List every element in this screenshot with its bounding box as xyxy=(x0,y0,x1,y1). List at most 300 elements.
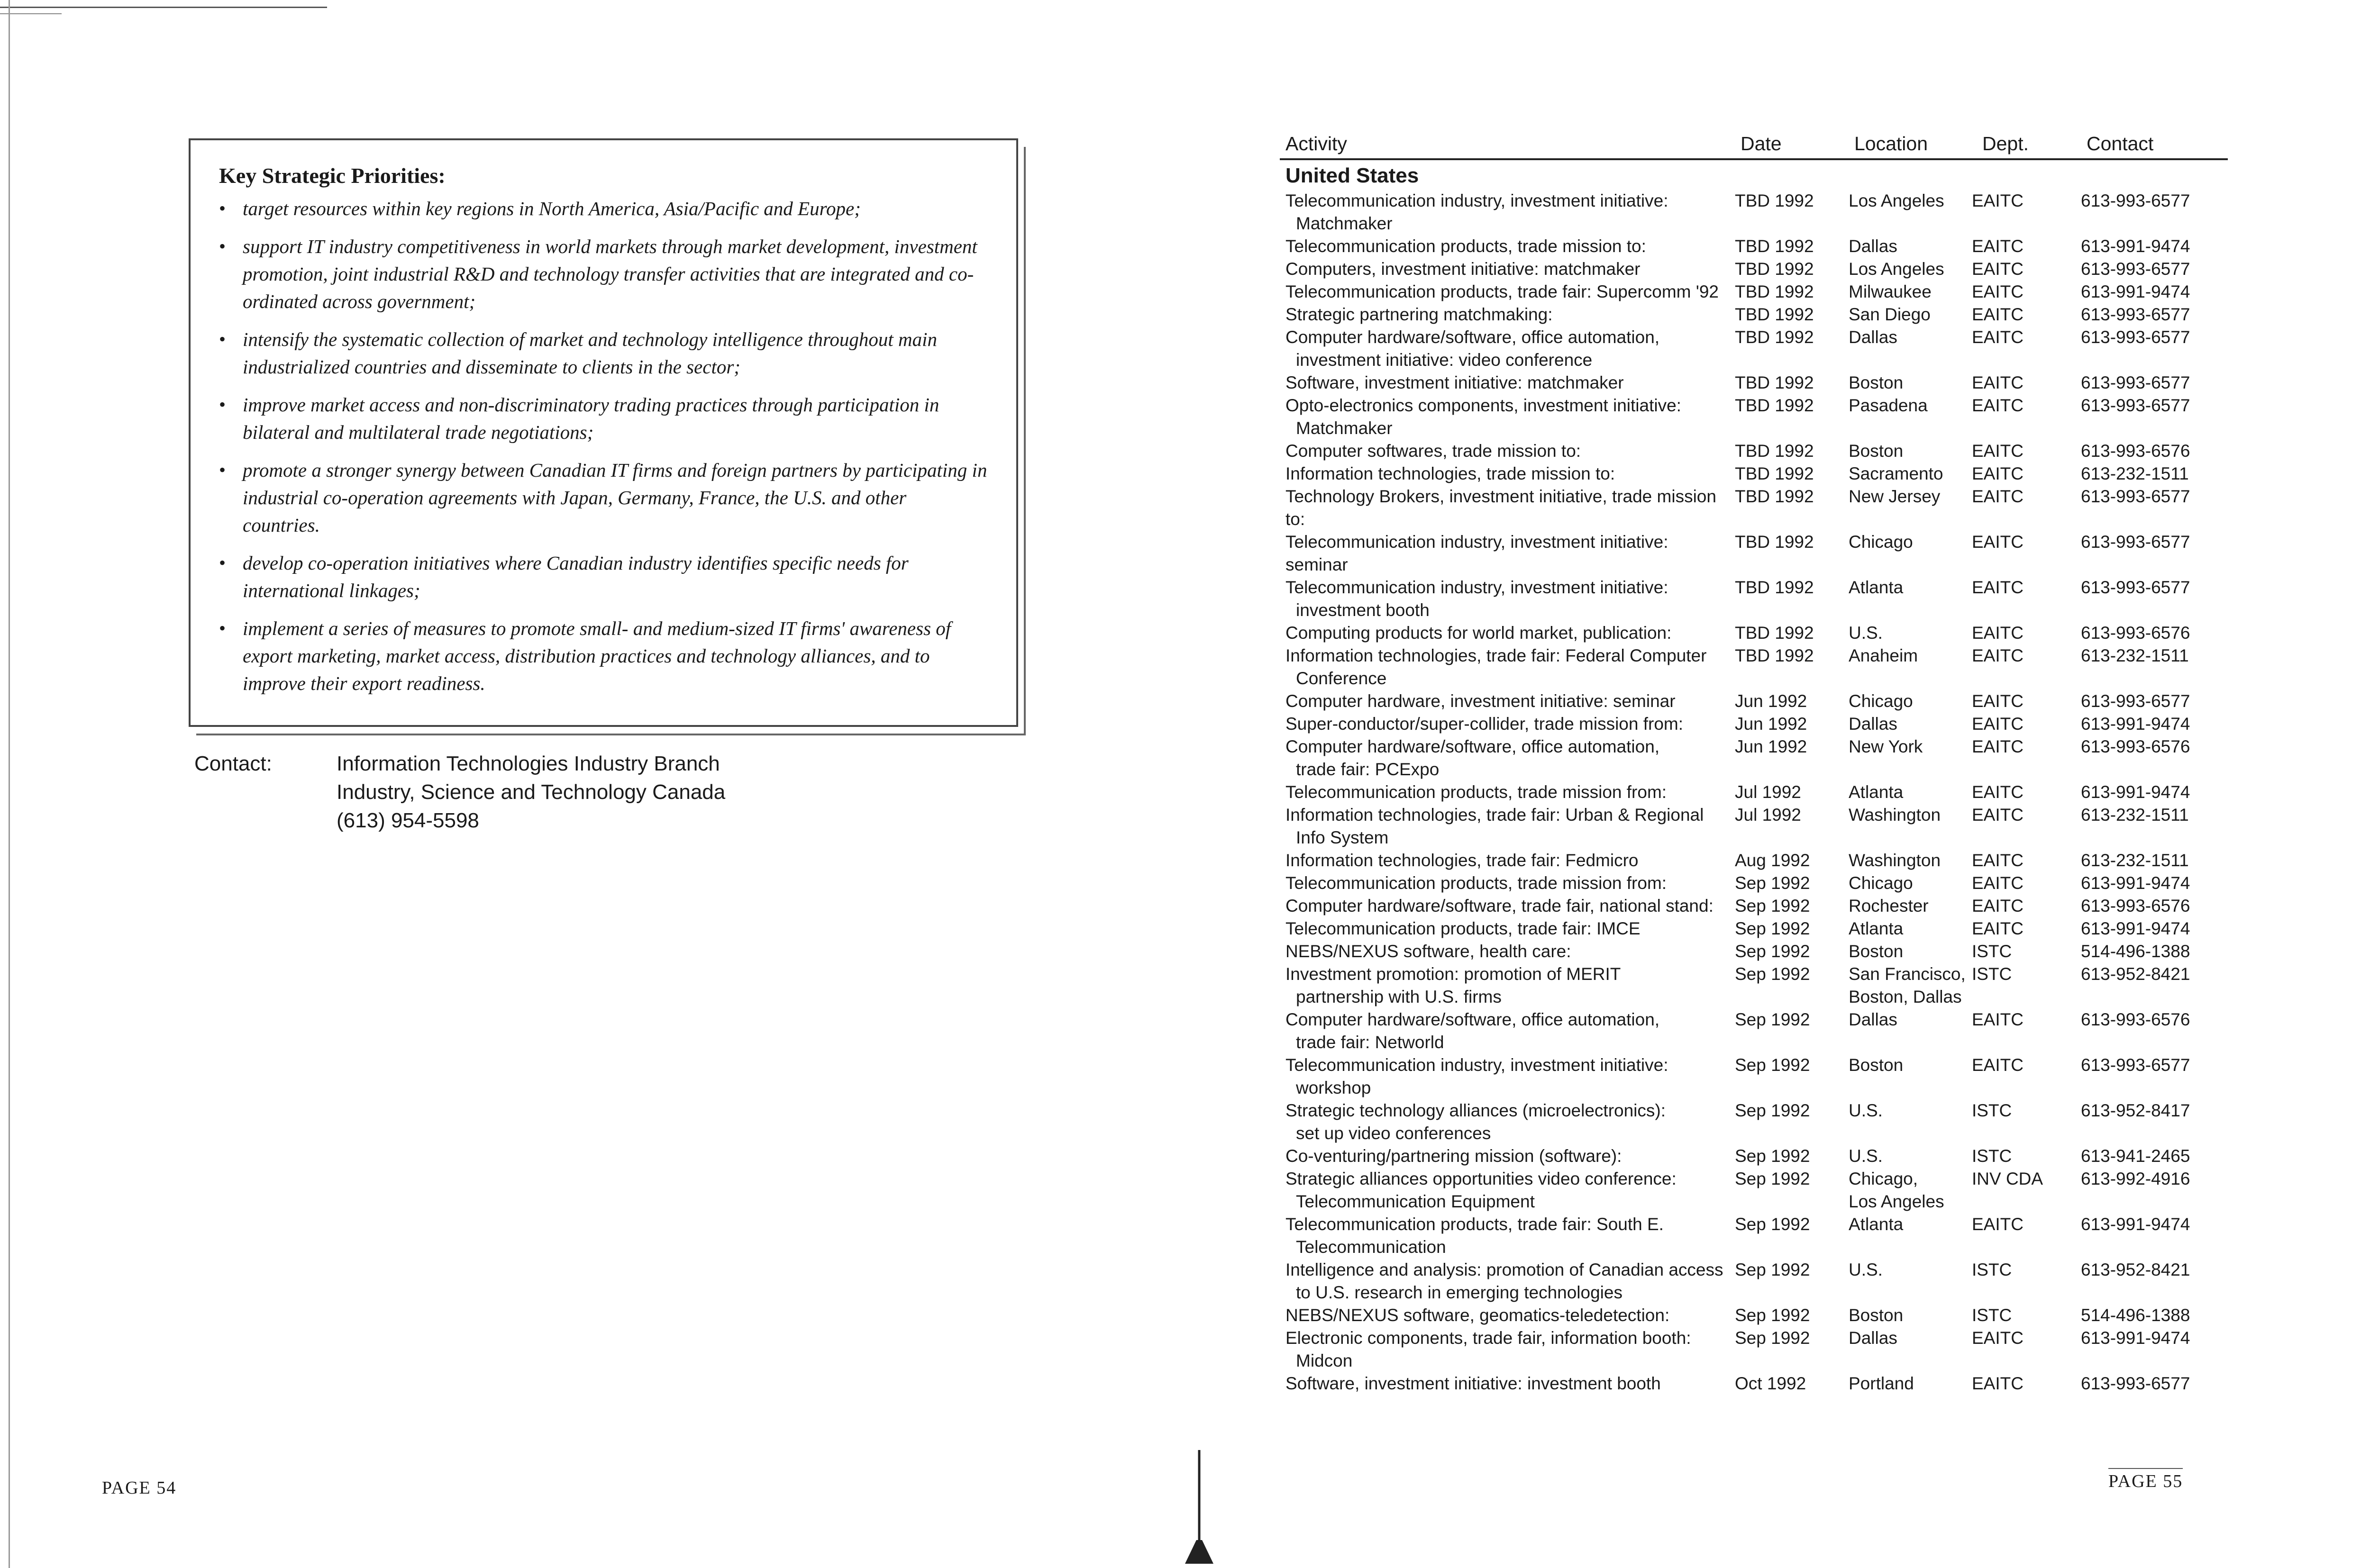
cell-dept: EAITC xyxy=(1972,236,2024,256)
cell-date: TBD 1992 xyxy=(1735,396,1814,415)
location-line: Atlanta xyxy=(1849,1215,1904,1234)
table-row xyxy=(1280,1008,2228,1054)
activity-line: Telecommunication products, trade mission from: xyxy=(1285,782,1667,802)
activity-line: Telecommunication Equipment xyxy=(1296,1192,1535,1211)
cell-dept: EAITC xyxy=(1972,305,2024,324)
cell-contact: 613-993-6577 xyxy=(2081,1374,2190,1393)
priority-item xyxy=(219,549,988,604)
location-line: Boston xyxy=(1849,441,1904,461)
cell-activity xyxy=(1280,690,1735,713)
cell-location xyxy=(1849,1168,1972,1213)
cell-contact: 613-993-6577 xyxy=(2081,259,2190,279)
header-date: Date xyxy=(1741,133,1782,154)
table-row xyxy=(1280,531,2228,576)
cell-date: TBD 1992 xyxy=(1735,578,1814,597)
cell-location xyxy=(1849,940,1972,963)
cell-location xyxy=(1849,713,1972,735)
location-line: New Jersey xyxy=(1849,487,1941,506)
cell-dept: EAITC xyxy=(1972,646,2024,665)
activity-line: Technology Brokers, investment initiative, trade mission to: xyxy=(1285,487,1716,529)
cell-location xyxy=(1849,440,1972,462)
activity-line: Opto-electronics components, investment initiative: xyxy=(1285,396,1681,415)
cell-location xyxy=(1849,462,1972,485)
cell-date: Sep 1992 xyxy=(1735,964,1810,984)
table-row xyxy=(1280,781,2228,804)
cell-dept: ISTC xyxy=(1972,1260,2012,1279)
location-line: Dallas xyxy=(1849,1328,1897,1348)
cell-activity xyxy=(1280,1145,1735,1168)
cell-contact: 613-941-2465 xyxy=(2081,1146,2190,1166)
activity-line: Software, investment initiative: matchmaker xyxy=(1285,373,1624,392)
cell-dept: EAITC xyxy=(1972,1215,2024,1234)
location-line: Los Angeles xyxy=(1849,259,1944,279)
cell-location xyxy=(1849,1213,1972,1259)
location-line: Boston xyxy=(1849,1055,1904,1075)
priority-text: support IT industry competitiveness in world markets through market development, investment promotion, joint industrial R&D and technology transfer activities that are integrated and co-ordinated across government; xyxy=(243,236,977,312)
activity-line: Computer softwares, trade mission to: xyxy=(1285,441,1581,461)
header-dept: Dept. xyxy=(1982,133,2029,154)
cell-dept: ISTC xyxy=(1972,1305,2012,1325)
cell-activity xyxy=(1280,963,1735,1008)
activity-line: Investment promotion: promotion of MERIT xyxy=(1285,964,1621,984)
activity-line: Strategic alliances opportunities video conference: xyxy=(1285,1169,1677,1188)
cell-date: Sep 1992 xyxy=(1735,919,1810,938)
cell-date: Aug 1992 xyxy=(1735,851,1810,870)
cell-location xyxy=(1849,303,1972,326)
activity-line: Information technologies, trade mission to: xyxy=(1285,464,1615,483)
cell-date: Sep 1992 xyxy=(1735,1260,1810,1279)
location-line: U.S. xyxy=(1849,623,1883,643)
cell-date: Sep 1992 xyxy=(1735,1169,1810,1188)
cell-dept: EAITC xyxy=(1972,805,2024,825)
location-line: Atlanta xyxy=(1849,578,1904,597)
cell-date: TBD 1992 xyxy=(1735,259,1814,279)
cell-activity xyxy=(1280,804,1735,849)
cell-date: Sep 1992 xyxy=(1735,1101,1810,1120)
activity-line: to U.S. research in emerging technologies xyxy=(1296,1283,1623,1302)
activity-line: Computers, investment initiative: matchmaker xyxy=(1285,259,1641,279)
cell-contact: 613-993-6577 xyxy=(2081,373,2190,392)
cell-activity xyxy=(1280,394,1735,440)
table-row xyxy=(1280,849,2228,872)
table-row xyxy=(1280,485,2228,531)
cell-location xyxy=(1849,622,1972,644)
cell-activity xyxy=(1280,235,1735,258)
cell-date: Sep 1992 xyxy=(1735,942,1810,961)
cell-dept: EAITC xyxy=(1972,396,2024,415)
cell-dept: EAITC xyxy=(1972,691,2024,711)
key-priorities-box xyxy=(189,138,1018,727)
activity-line: Computer hardware/software, office automation, xyxy=(1285,737,1660,756)
cell-dept: EAITC xyxy=(1972,919,2024,938)
activity-line: set up video conferences xyxy=(1296,1124,1491,1143)
location-line: Washington xyxy=(1849,805,1941,825)
activity-line: Telecommunication industry, investment initiative: xyxy=(1285,191,1668,210)
cell-activity xyxy=(1280,531,1735,576)
cell-location xyxy=(1849,917,1972,940)
cell-date: Jun 1992 xyxy=(1735,737,1807,756)
priority-item xyxy=(219,456,988,539)
table-row xyxy=(1280,1054,2228,1099)
region-heading: United States xyxy=(1285,164,1419,187)
cell-dept: EAITC xyxy=(1972,327,2024,347)
cell-location xyxy=(1849,1099,1972,1145)
cell-location xyxy=(1849,963,1972,1008)
activity-line: NEBS/NEXUS software, health care: xyxy=(1285,942,1571,961)
cell-dept: EAITC xyxy=(1972,532,2024,552)
location-line: Pasadena xyxy=(1849,396,1928,415)
table-row xyxy=(1280,895,2228,917)
activity-line: Information technologies, trade fair: Fedmicro xyxy=(1285,851,1639,870)
cell-activity xyxy=(1280,1259,1735,1304)
cell-date: Sep 1992 xyxy=(1735,896,1810,915)
cell-dept: EAITC xyxy=(1972,896,2024,915)
table-row xyxy=(1280,1168,2228,1213)
header-activity: Activity xyxy=(1285,133,1347,154)
table-row xyxy=(1280,372,2228,394)
cell-activity xyxy=(1280,1372,1735,1395)
table-row xyxy=(1280,622,2228,644)
cell-contact: 613-993-6577 xyxy=(2081,532,2190,552)
schedule-rows xyxy=(1280,190,2228,1395)
cell-location xyxy=(1849,281,1972,303)
cell-contact: 613-993-6576 xyxy=(2081,737,2190,756)
page-number-left: PAGE 54 xyxy=(102,1478,177,1498)
activity-line: Co-venturing/partnering mission (software): xyxy=(1285,1146,1622,1166)
cell-location xyxy=(1849,1304,1972,1327)
cell-date: TBD 1992 xyxy=(1735,282,1814,301)
table-row xyxy=(1280,1213,2228,1259)
cell-dept: ISTC xyxy=(1972,942,2012,961)
table-row xyxy=(1280,735,2228,781)
cell-activity xyxy=(1280,644,1735,690)
location-line: Atlanta xyxy=(1849,919,1904,938)
table-row xyxy=(1280,440,2228,462)
cell-dept: EAITC xyxy=(1972,623,2024,643)
cell-contact: 613-952-8417 xyxy=(2081,1101,2190,1120)
activity-line: Computer hardware/software, office automation, xyxy=(1285,327,1660,347)
cell-date: Jun 1992 xyxy=(1735,714,1807,734)
cell-location xyxy=(1849,872,1972,895)
cell-dept: ISTC xyxy=(1972,964,2012,984)
activity-line: Telecommunication industry, investment initiative: xyxy=(1285,1055,1668,1075)
activity-line: Telecommunication products, trade fair: South E. xyxy=(1285,1215,1664,1234)
cell-location xyxy=(1849,1259,1972,1304)
cell-date: Sep 1992 xyxy=(1735,1055,1810,1075)
bullet-icon: • xyxy=(219,394,226,415)
location-line: U.S. xyxy=(1849,1146,1883,1166)
cell-activity xyxy=(1280,849,1735,872)
activity-line: Telecommunication xyxy=(1296,1237,1446,1257)
priorities-title: Key Strategic Priorities: xyxy=(219,163,446,188)
location-line: Sacramento xyxy=(1849,464,1943,483)
scan-edge-top xyxy=(0,7,327,8)
location-line: Boston xyxy=(1849,942,1904,961)
cell-activity xyxy=(1280,326,1735,372)
location-line: Rochester xyxy=(1849,896,1929,915)
cell-activity xyxy=(1280,1054,1735,1099)
activity-line: Computing products for world market, publication: xyxy=(1285,623,1672,643)
activity-line: Telecommunication products, trade mission to: xyxy=(1285,236,1646,256)
table-row xyxy=(1280,804,2228,849)
cell-contact: 613-991-9474 xyxy=(2081,919,2190,938)
activity-line: partnership with U.S. firms xyxy=(1296,987,1502,1006)
cell-contact: 613-993-6577 xyxy=(2081,305,2190,324)
page-number-right: PAGE 55 xyxy=(2108,1468,2183,1492)
cell-dept: EAITC xyxy=(1972,1010,2024,1029)
cell-activity xyxy=(1280,303,1735,326)
cell-contact: 613-991-9474 xyxy=(2081,282,2190,301)
cell-contact: 613-993-6576 xyxy=(2081,1010,2190,1029)
location-line: Chicago, xyxy=(1849,1169,1918,1188)
cell-contact: 613-991-9474 xyxy=(2081,714,2190,734)
cell-activity xyxy=(1280,190,1735,235)
cell-contact: 613-993-6576 xyxy=(2081,896,2190,915)
table-row xyxy=(1280,872,2228,895)
cell-dept: EAITC xyxy=(1972,578,2024,597)
cell-dept: EAITC xyxy=(1972,373,2024,392)
cell-date: Sep 1992 xyxy=(1735,1010,1810,1029)
location-line: New York xyxy=(1849,737,1923,756)
cell-date: TBD 1992 xyxy=(1735,464,1814,483)
activity-line: Computer hardware/software, office automation, xyxy=(1285,1010,1660,1029)
bullet-icon: • xyxy=(219,198,226,219)
activity-line: Midcon xyxy=(1296,1351,1353,1370)
activity-line: Software, investment initiative: investment booth xyxy=(1285,1374,1661,1393)
priority-text: implement a series of measures to promote small- and medium-sized IT firms' awareness of export marketing, market access, distribution practices and technology alliances, and to improve their export readiness. xyxy=(243,617,951,694)
location-line: Boston xyxy=(1849,373,1904,392)
location-line: Boston xyxy=(1849,1305,1904,1325)
table-row xyxy=(1280,394,2228,440)
activity-line: investment initiative: video conference xyxy=(1296,350,1593,370)
cell-dept: EAITC xyxy=(1972,1055,2024,1075)
cell-activity xyxy=(1280,713,1735,735)
contact-lines xyxy=(337,750,858,835)
location-line: Atlanta xyxy=(1849,782,1904,802)
cell-date: TBD 1992 xyxy=(1735,327,1814,347)
cell-contact: 613-993-6577 xyxy=(2081,487,2190,506)
priority-text: intensify the systematic collection of market and technology intelligence throughout main industrialized countries and disseminate to clients in the sector; xyxy=(243,328,938,378)
activity-line: Telecommunication industry, investment initiative: xyxy=(1285,578,1668,597)
cell-contact: 613-232-1511 xyxy=(2081,851,2189,870)
cell-activity xyxy=(1280,1168,1735,1213)
bullet-icon: • xyxy=(219,459,226,480)
cell-location xyxy=(1849,781,1972,804)
location-line: Dallas xyxy=(1849,1010,1897,1029)
scan-edge-left xyxy=(9,0,10,1568)
cell-dept: EAITC xyxy=(1972,191,2024,210)
table-row xyxy=(1280,326,2228,372)
cell-date: TBD 1992 xyxy=(1735,646,1814,665)
activity-line: Super-conductor/super-collider, trade mission from: xyxy=(1285,714,1684,734)
cell-activity xyxy=(1280,1008,1735,1054)
cell-location xyxy=(1849,1145,1972,1168)
priority-item xyxy=(219,233,988,315)
table-row xyxy=(1280,1372,2228,1395)
cell-dept: EAITC xyxy=(1972,1374,2024,1393)
cell-contact: 613-991-9474 xyxy=(2081,236,2190,256)
table-row xyxy=(1280,462,2228,485)
cell-dept: EAITC xyxy=(1972,737,2024,756)
cell-date: Sep 1992 xyxy=(1735,1305,1810,1325)
priority-item xyxy=(219,391,988,446)
cell-contact: 613-993-6577 xyxy=(2081,691,2190,711)
cell-dept: EAITC xyxy=(1972,1328,2024,1348)
cell-date: Jul 1992 xyxy=(1735,805,1801,825)
cell-date: Jun 1992 xyxy=(1735,691,1807,711)
cell-dept: EAITC xyxy=(1972,259,2024,279)
activity-line: Information technologies, trade fair: Urban & Regional xyxy=(1285,805,1704,825)
cell-activity xyxy=(1280,1327,1735,1372)
cell-activity xyxy=(1280,940,1735,963)
table-row xyxy=(1280,1145,2228,1168)
cell-dept: EAITC xyxy=(1972,851,2024,870)
location-line: Washington xyxy=(1849,851,1941,870)
cell-dept: EAITC xyxy=(1972,873,2024,893)
priority-text: develop co-operation initiatives where Canadian industry identifies specific needs for international linkages; xyxy=(243,552,909,601)
table-row xyxy=(1280,281,2228,303)
table-row xyxy=(1280,963,2228,1008)
cell-activity xyxy=(1280,895,1735,917)
activity-line: Telecommunication products, trade mission from: xyxy=(1285,873,1667,893)
binding-gutter-mark xyxy=(1185,1450,1213,1564)
location-line: Los Angeles xyxy=(1849,1192,1944,1211)
header-location: Location xyxy=(1854,133,1928,154)
cell-location xyxy=(1849,258,1972,281)
table-row xyxy=(1280,940,2228,963)
cell-date: TBD 1992 xyxy=(1735,236,1814,256)
cell-activity xyxy=(1280,735,1735,781)
cell-date: TBD 1992 xyxy=(1735,305,1814,324)
priorities-list xyxy=(219,195,988,697)
activity-line: Information technologies, trade fair: Federal Computer xyxy=(1285,646,1707,665)
table-row xyxy=(1280,1259,2228,1304)
priority-item xyxy=(219,195,988,222)
activity-line: Strategic partnering matchmaking: xyxy=(1285,305,1553,324)
cell-location xyxy=(1849,326,1972,372)
header-contact: Contact xyxy=(2087,133,2154,154)
cell-activity xyxy=(1280,372,1735,394)
cell-date: Sep 1992 xyxy=(1735,1328,1810,1348)
cell-location xyxy=(1849,1054,1972,1099)
location-line: U.S. xyxy=(1849,1101,1883,1120)
cell-activity xyxy=(1280,917,1735,940)
cell-activity xyxy=(1280,1099,1735,1145)
location-line: Chicago xyxy=(1849,691,1913,711)
cell-location xyxy=(1849,531,1972,576)
cell-contact: 613-991-9474 xyxy=(2081,1215,2190,1234)
cell-dept: EAITC xyxy=(1972,487,2024,506)
bullet-icon: • xyxy=(219,552,226,573)
activity-line: Info System xyxy=(1296,828,1389,847)
activity-line: trade fair: PCExpo xyxy=(1296,760,1440,779)
cell-dept: EAITC xyxy=(1972,282,2024,301)
table-row xyxy=(1280,690,2228,713)
cell-location xyxy=(1849,690,1972,713)
cell-contact: 613-952-8421 xyxy=(2081,964,2190,984)
cell-activity xyxy=(1280,485,1735,531)
cell-date: TBD 1992 xyxy=(1735,623,1814,643)
activity-line: Telecommunication products, trade fair: IMCE xyxy=(1285,919,1641,938)
activity-line: Intelligence and analysis: promotion of Canadian access xyxy=(1285,1260,1723,1279)
location-line: Anaheim xyxy=(1849,646,1918,665)
location-line: U.S. xyxy=(1849,1260,1883,1279)
activity-line: Telecommunication products, trade fair: Supercomm '92 xyxy=(1285,282,1719,301)
cell-contact: 613-991-9474 xyxy=(2081,1328,2190,1348)
contact-line: Information Technologies Industry Branch xyxy=(337,752,720,775)
table-row xyxy=(1280,235,2228,258)
cell-dept: ISTC xyxy=(1972,1101,2012,1120)
location-line: San Diego xyxy=(1849,305,1931,324)
location-line: Chicago xyxy=(1849,532,1913,552)
cell-location xyxy=(1849,394,1972,440)
activity-line: workshop xyxy=(1296,1078,1371,1097)
bullet-icon: • xyxy=(219,617,226,639)
priority-text: improve market access and non-discriminatory trading practices through participation in bilateral and multilateral trade negotiations; xyxy=(243,394,939,443)
cell-dept: INV CDA xyxy=(1972,1169,2043,1188)
activity-line: trade fair: Networld xyxy=(1296,1033,1444,1052)
cell-location xyxy=(1849,372,1972,394)
cell-activity xyxy=(1280,622,1735,644)
cell-contact: 613-992-4916 xyxy=(2081,1169,2190,1188)
cell-activity xyxy=(1280,781,1735,804)
cell-contact: 514-496-1388 xyxy=(2081,942,2190,961)
cell-contact: 613-993-6577 xyxy=(2081,396,2190,415)
activity-line: Matchmaker xyxy=(1296,214,1393,233)
cell-location xyxy=(1849,190,1972,235)
priority-item xyxy=(219,326,988,381)
priority-text: promote a stronger synergy between Canadian IT firms and foreign partners by participating in industrial co-operation agreements with Japan, Germany, France, the U.S. and other countries. xyxy=(243,459,987,536)
priority-item xyxy=(219,615,988,697)
cell-location xyxy=(1849,1327,1972,1372)
location-line: Portland xyxy=(1849,1374,1914,1393)
activity-line: Matchmaker xyxy=(1296,418,1393,438)
cell-location xyxy=(1849,895,1972,917)
cell-date: TBD 1992 xyxy=(1735,532,1814,552)
cell-date: Sep 1992 xyxy=(1735,1215,1810,1234)
cell-date: Sep 1992 xyxy=(1735,873,1810,893)
cell-contact: 514-496-1388 xyxy=(2081,1305,2190,1325)
cell-contact: 613-952-8421 xyxy=(2081,1260,2190,1279)
cell-location xyxy=(1849,804,1972,849)
table-row xyxy=(1280,190,2228,235)
cell-date: Jul 1992 xyxy=(1735,782,1801,802)
cell-dept: EAITC xyxy=(1972,714,2024,734)
cell-activity xyxy=(1280,258,1735,281)
cell-date: Oct 1992 xyxy=(1735,1374,1806,1393)
cell-contact: 613-991-9474 xyxy=(2081,873,2190,893)
table-row xyxy=(1280,917,2228,940)
cell-contact: 613-993-6577 xyxy=(2081,578,2190,597)
activity-schedule xyxy=(1280,129,2228,1395)
cell-dept: EAITC xyxy=(1972,464,2024,483)
location-line: Dallas xyxy=(1849,714,1897,734)
location-line: Los Angeles xyxy=(1849,191,1944,210)
activity-line: NEBS/NEXUS software, geomatics-teledetection: xyxy=(1285,1305,1670,1325)
activity-line: Conference xyxy=(1296,669,1387,688)
cell-activity xyxy=(1280,1304,1735,1327)
cell-location xyxy=(1849,735,1972,781)
cell-location xyxy=(1849,576,1972,622)
cell-dept: ISTC xyxy=(1972,1146,2012,1166)
cell-location xyxy=(1849,644,1972,690)
cell-location xyxy=(1849,485,1972,531)
cell-dept: EAITC xyxy=(1972,441,2024,461)
cell-contact: 613-993-6577 xyxy=(2081,327,2190,347)
table-row xyxy=(1280,1304,2228,1327)
contact-line: (613) 954-5598 xyxy=(337,809,479,832)
cell-contact: 613-232-1511 xyxy=(2081,646,2189,665)
